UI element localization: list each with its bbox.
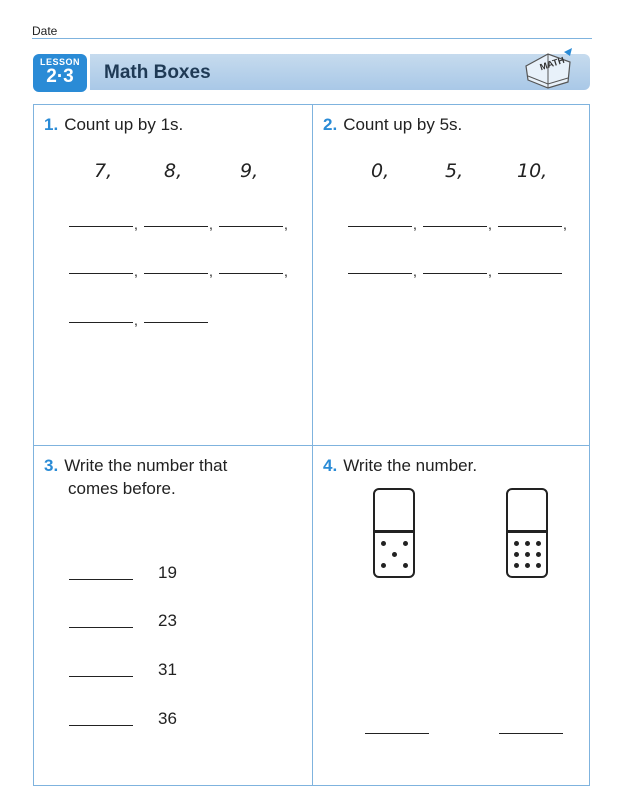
answer-blank[interactable] xyxy=(144,322,208,323)
answer-blank[interactable] xyxy=(219,226,283,227)
comma: , xyxy=(284,263,288,279)
comma: , xyxy=(209,263,213,279)
comma: , xyxy=(413,216,417,232)
date-label: Date xyxy=(32,24,58,38)
pip xyxy=(525,563,530,568)
box-1-prompt xyxy=(44,113,183,136)
box-2-number: 2. xyxy=(323,115,338,134)
box-4 xyxy=(313,446,590,786)
box-3 xyxy=(34,446,312,786)
answer-blank[interactable] xyxy=(69,322,133,323)
before-target-number: 19 xyxy=(158,563,177,582)
answer-blank[interactable] xyxy=(498,226,562,227)
header-bar xyxy=(90,54,590,90)
before-target-number: 31 xyxy=(158,660,177,679)
answer-blank[interactable] xyxy=(144,273,208,274)
box-2-prompt xyxy=(323,113,462,136)
pip xyxy=(514,541,519,546)
pip xyxy=(381,563,386,568)
pip xyxy=(392,552,397,557)
given-number: 10, xyxy=(517,160,548,182)
box-4-text: Write the number. xyxy=(343,456,478,475)
lesson-badge xyxy=(33,54,87,92)
pip xyxy=(525,541,530,546)
box-3-prompt xyxy=(44,454,227,500)
comma: , xyxy=(134,263,138,279)
box-2 xyxy=(313,105,590,445)
answer-blank[interactable] xyxy=(423,273,487,274)
box-3-number: 3. xyxy=(44,456,59,475)
date-line xyxy=(32,38,592,39)
box-4-prompt xyxy=(323,454,477,477)
answer-blank[interactable] xyxy=(69,226,133,227)
box-1-number: 1. xyxy=(44,115,59,134)
given-number: 7, xyxy=(94,160,113,182)
box-3-text-line1: Write the number that xyxy=(64,456,228,475)
answer-blank[interactable] xyxy=(69,273,133,274)
comma: , xyxy=(134,216,138,232)
given-number: 0, xyxy=(371,160,390,182)
comma: , xyxy=(488,216,492,232)
domino-2 xyxy=(506,488,548,578)
pip xyxy=(403,563,408,568)
domino-divider xyxy=(375,530,413,533)
comma: , xyxy=(284,216,288,232)
answer-blank[interactable] xyxy=(69,725,133,726)
pip xyxy=(514,563,519,568)
comma: , xyxy=(488,263,492,279)
answer-blank[interactable] xyxy=(348,226,412,227)
pip xyxy=(514,552,519,557)
before-target-number: 23 xyxy=(158,611,177,630)
math-book-icon xyxy=(522,46,574,92)
box-4-number: 4. xyxy=(323,456,338,475)
answer-blank[interactable] xyxy=(69,627,133,628)
comma: , xyxy=(413,263,417,279)
answer-blank[interactable] xyxy=(69,676,133,677)
comma: , xyxy=(563,216,567,232)
answer-blank[interactable] xyxy=(423,226,487,227)
box-1 xyxy=(34,105,312,445)
pip xyxy=(403,541,408,546)
box-2-text: Count up by 5s. xyxy=(343,115,463,134)
box-1-text: Count up by 1s. xyxy=(64,115,184,134)
answer-blank[interactable] xyxy=(365,733,429,734)
pip xyxy=(381,541,386,546)
given-number: 5, xyxy=(445,160,464,182)
comma: , xyxy=(209,216,213,232)
domino-1 xyxy=(373,488,415,578)
lesson-word: LESSON xyxy=(39,57,80,67)
comma: , xyxy=(134,312,138,328)
given-number: 9, xyxy=(240,160,259,182)
answer-blank[interactable] xyxy=(144,226,208,227)
answer-blank[interactable] xyxy=(499,733,563,734)
before-target-number: 36 xyxy=(158,709,177,728)
answer-blank[interactable] xyxy=(498,273,562,274)
answer-blank[interactable] xyxy=(219,273,283,274)
answer-blank[interactable] xyxy=(69,579,133,580)
domino-divider xyxy=(508,530,546,533)
math-icon-text: MATH xyxy=(538,54,566,73)
pip xyxy=(536,541,541,546)
pip xyxy=(536,552,541,557)
pip xyxy=(536,563,541,568)
math-boxes-grid xyxy=(33,104,590,786)
given-number: 8, xyxy=(164,160,183,182)
lesson-number: 2·3 xyxy=(46,66,74,87)
answer-blank[interactable] xyxy=(348,273,412,274)
pip xyxy=(525,552,530,557)
page-title: Math Boxes xyxy=(104,62,211,83)
box-3-text-line2: comes before. xyxy=(68,479,176,498)
